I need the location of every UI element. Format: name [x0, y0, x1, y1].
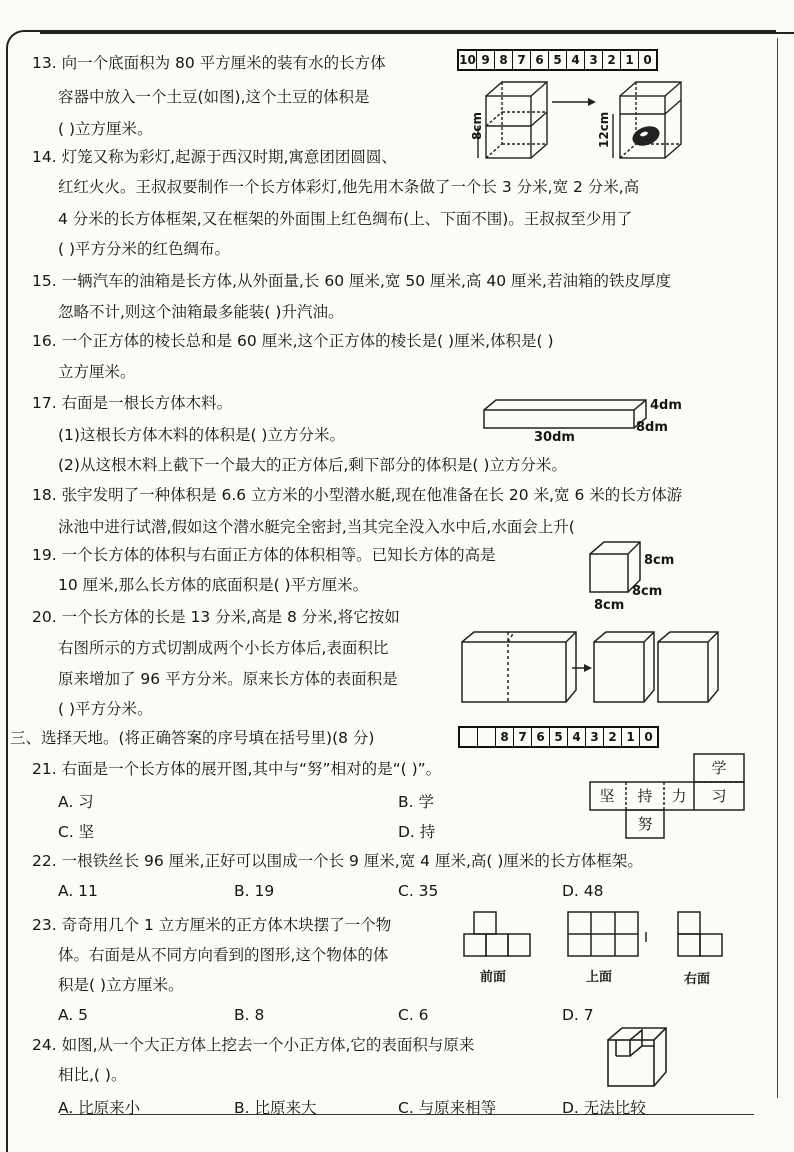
q23-option-d[interactable]: D. 7	[562, 1006, 594, 1024]
q13-line1: 13. 向一个底面积为 80 平方厘米的装有水的长方体	[32, 54, 386, 72]
net-cell-nu: 努	[637, 815, 653, 833]
q13-score-cell: 8	[495, 51, 513, 69]
section3-title: 三、选择天地。(将正确答案的序号填在括号里)(8 分)	[10, 729, 375, 747]
section3-score-cell	[460, 728, 478, 746]
q24-option-b[interactable]: B. 比原来大	[234, 1099, 317, 1117]
q21-option-c[interactable]: C. 坚	[58, 823, 95, 841]
q19-label-depth: 8cm	[632, 584, 663, 599]
q20-cut-figure	[460, 628, 750, 708]
q23-right-view	[676, 910, 736, 964]
net-cell-li: 力	[671, 787, 687, 805]
section3-score-cell	[478, 728, 496, 746]
q24-option-c[interactable]: C. 与原来相等	[398, 1099, 497, 1117]
net-cell-xue: 学	[711, 759, 727, 777]
q21-line1: 21. 右面是一个长方体的展开图,其中与“努”相对的是“( )”。	[32, 760, 442, 778]
q23-option-c[interactable]: C. 6	[398, 1006, 429, 1024]
q21-option-a[interactable]: A. 习	[58, 793, 94, 811]
q14-line3: 4 分米的长方体框架,又在框架的外面围上红色绸布(上、下面不围)。王叔叔至少用了	[58, 210, 633, 228]
q22-option-d[interactable]: D. 48	[562, 882, 604, 900]
q23-line1: 23. 奇奇用几个 1 立方厘米的正方体木块摆了一个物	[32, 916, 392, 934]
q24-cube-figure	[606, 1026, 670, 1090]
q21-cube-net	[588, 752, 748, 842]
q13-score-cell: 4	[567, 51, 585, 69]
q17-line1: 17. 右面是一根长方体木料。	[32, 394, 233, 412]
q23-top-view	[566, 910, 656, 964]
q13-line2: 容器中放入一个土豆(如图),这个土豆的体积是	[58, 88, 370, 106]
q13-score-cell: 3	[585, 51, 603, 69]
section3-score-cell: 3	[586, 728, 604, 746]
q14-line2: 红红火火。王叔叔要制作一个长方体彩灯,他先用木条做了一个长 3 分米,宽 2 分米,高	[58, 178, 640, 196]
q16-line2: 立方厘米。	[58, 363, 136, 381]
q13-score-cell: 7	[513, 51, 531, 69]
section3-score-cell: 7	[514, 728, 532, 746]
section3-score-cell: 4	[568, 728, 586, 746]
q21-option-b[interactable]: B. 学	[398, 793, 434, 811]
q23-option-b[interactable]: B. 8	[234, 1006, 265, 1024]
q17-label-4dm: 4dm	[650, 398, 682, 413]
q23-label-top: 上面	[586, 970, 613, 985]
section3-score-cell: 6	[532, 728, 550, 746]
q14-answer-line: ( )平方分米的红色绸布。	[58, 240, 231, 258]
q22-line1: 22. 一根铁丝长 96 厘米,正好可以围成一个长 9 厘米,宽 4 厘米,高( )厘米的长方体框架。	[32, 852, 643, 870]
q15-line1: 15. 一辆汽车的油箱是长方体,从外面量,长 60 厘米,宽 50 厘米,高 40 厘米,若油箱的铁皮厚度	[32, 272, 671, 290]
q13-score-cell: 1	[621, 51, 639, 69]
q18-line1: 18. 张宇发明了一种体积是 6.6 立方米的小型潜水艇,现在他准备在长 20 米,宽 6 米的长方体游	[32, 486, 683, 504]
net-cell-chi: 持	[637, 787, 653, 805]
q24-option-d[interactable]: D. 无法比较	[562, 1099, 646, 1117]
section3-score-cell: 8	[496, 728, 514, 746]
q22-option-b[interactable]: B. 19	[234, 882, 275, 900]
q22-option-a[interactable]: A. 11	[58, 882, 98, 900]
q23-line3: 积是( )立方厘米。	[58, 976, 184, 994]
q23-option-a[interactable]: A. 5	[58, 1006, 89, 1024]
section3-score-box	[458, 726, 659, 748]
q20-answer-line: ( )平方分米。	[58, 700, 153, 718]
section3-score-cell: 0	[644, 730, 653, 744]
q23-label-front: 前面	[480, 970, 507, 985]
q17-label-30dm: 30dm	[534, 430, 575, 445]
q24-line1: 24. 如图,从一个大正方体上挖去一个小正方体,它的表面积与原来	[32, 1036, 475, 1054]
q19-line1: 19. 一个长方体的体积与右面正方体的体积相等。已知长方体的高是	[32, 546, 496, 564]
q13-score-cell: 5	[549, 51, 567, 69]
q13-score-cell: 9	[477, 51, 495, 69]
q13-label-8cm: 8cm	[470, 112, 484, 140]
q17-part2: (2)从这根木料上截下一个最大的正方体后,剩下部分的体积是( )立方分米。	[58, 456, 567, 474]
q13-answer-line: ( )立方厘米。	[58, 120, 153, 138]
q17-part1: (1)这根长方体木料的体积是( )立方分米。	[58, 426, 345, 444]
section3-score-cell: 1	[622, 728, 640, 746]
q15-line2: 忽略不计,则这个油箱最多能装( )升汽油。	[58, 303, 344, 321]
q24-line2: 相比,( )。	[58, 1066, 127, 1084]
q18-line2: 泳池中进行试潜,假如这个潜水艇完全密封,当其完全没入水中后,水面会上升(	[58, 518, 575, 536]
q13-score-cell: 2	[603, 51, 621, 69]
q19-line2: 10 厘米,那么长方体的底面积是( )平方厘米。	[58, 576, 369, 594]
q24-option-a[interactable]: A. 比原来小	[58, 1099, 141, 1117]
q22-option-c[interactable]: C. 35	[398, 882, 439, 900]
q13-container-figure	[468, 74, 668, 174]
q13-label-12cm: 12cm	[597, 111, 611, 148]
q13-score-cell: 6	[531, 51, 549, 69]
q13-score-cell: 10	[459, 53, 476, 67]
q20-line1: 20. 一个长方体的长是 13 分米,高是 8 分米,将它按如	[32, 608, 400, 626]
net-cell-xi: 习	[711, 787, 727, 805]
q13-score-box	[457, 49, 658, 71]
q21-option-d[interactable]: D. 持	[398, 823, 436, 841]
q23-line2: 体。右面是从不同方向看到的图形,这个物体的体	[58, 946, 389, 964]
section3-score-cell: 2	[604, 728, 622, 746]
q23-front-view	[462, 910, 542, 964]
section3-score-cell: 5	[550, 728, 568, 746]
right-rule	[777, 38, 778, 1098]
top-rule	[40, 32, 794, 34]
q23-label-right: 右面	[684, 972, 711, 987]
q13-score-cell: 0	[643, 53, 652, 67]
q16-line1: 16. 一个正方体的棱长总和是 60 厘米,这个正方体的棱长是( )厘米,体积是( )	[32, 332, 554, 350]
q17-label-8dm: 8dm	[636, 420, 668, 435]
q19-label-width: 8cm	[594, 598, 625, 613]
q20-line2: 右图所示的方式切割成两个小长方体后,表面积比	[58, 639, 389, 657]
net-cell-jian: 坚	[599, 787, 615, 805]
q19-label-height: 8cm	[644, 553, 675, 568]
q20-line3: 原来增加了 96 平方分米。原来长方体的表面积是	[58, 670, 398, 688]
q14-line1: 14. 灯笼又称为彩灯,起源于西汉时期,寓意团团圆圆、	[32, 148, 397, 166]
